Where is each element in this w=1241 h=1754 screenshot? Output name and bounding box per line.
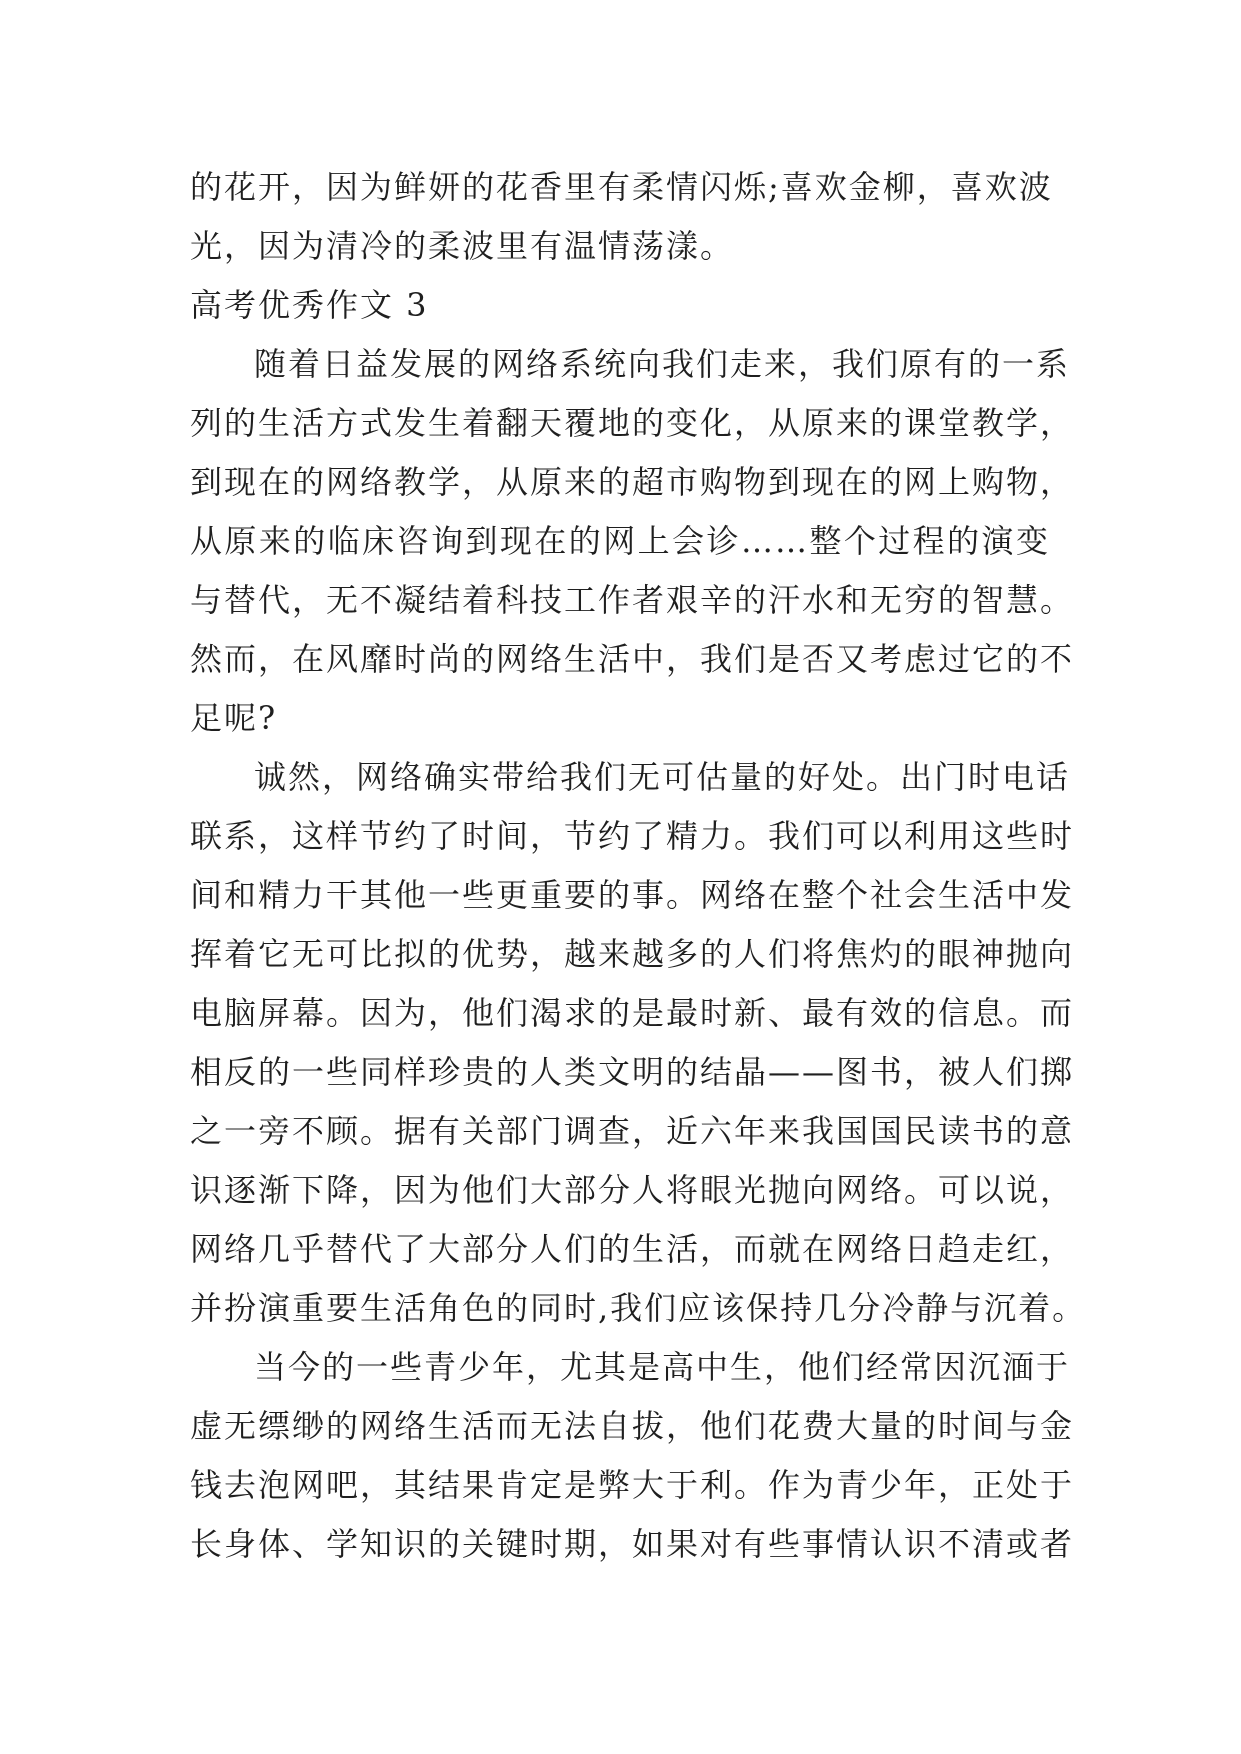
paragraph-line: 从原来的临床咨询到现在的网上会诊……整个过程的演变 [190,522,1050,560]
paragraph-line: 电脑屏幕。因为，他们渴求的是最时新、最有效的信息。而 [190,994,1075,1032]
paragraph-line: 并扮演重要生活角色的同时,我们应该保持几分冷静与沉着。 [190,1289,1087,1327]
section-heading: 高考优秀作文 3 [190,286,429,324]
paragraph-line: 钱去泡网吧，其结果肯定是弊大于利。作为青少年，正处于 [190,1466,1075,1504]
paragraph-line: 诚然，网络确实带给我们无可估量的好处。出门时电话 [254,758,1071,796]
paragraph-line: 然而，在风靡时尚的网络生活中，我们是否又考虑过它的不 [190,640,1075,678]
paragraph-line: 挥着它无可比拟的优势，越来越多的人们将焦灼的眼神抛向 [190,935,1075,973]
paragraph-line: 光，因为清冷的柔波里有温情荡漾。 [190,227,735,265]
paragraph-line: 的花开，因为鲜妍的花香里有柔情闪烁;喜欢金柳，喜欢波 [190,168,1053,206]
paragraph-line: 当今的一些青少年，尤其是高中生，他们经常因沉湎于 [254,1348,1071,1386]
paragraph-line: 虚无缥缈的网络生活而无法自拔，他们花费大量的时间与金 [190,1407,1075,1445]
paragraph-line: 联系，这样节约了时间，节约了精力。我们可以利用这些时 [190,817,1075,855]
paragraph-line: 识逐渐下降，因为他们大部分人将眼光抛向网络。可以说， [190,1171,1075,1209]
paragraph-line: 足呢? [190,699,278,737]
paragraph-line: 网络几乎替代了大部分人们的生活，而就在网络日趋走红， [190,1230,1075,1268]
paragraph-line: 随着日益发展的网络系统向我们走来，我们原有的一系 [254,345,1071,383]
paragraph-line: 长身体、学知识的关键时期，如果对有些事情认识不清或者 [190,1525,1075,1563]
paragraph-line: 与替代，无不凝结着科技工作者艰辛的汗水和无穷的智慧。 [190,581,1075,619]
paragraph-line: 列的生活方式发生着翻天覆地的变化，从原来的课堂教学， [190,404,1075,442]
paragraph-line: 间和精力干其他一些更重要的事。网络在整个社会生活中发 [190,876,1075,914]
paragraph-line: 相反的一些同样珍贵的人类文明的结晶——图书，被人们掷 [190,1053,1075,1091]
document-body [190,158,1087,1574]
paragraph-line: 到现在的网络教学，从原来的超市购物到现在的网上购物， [190,463,1075,501]
paragraph-line: 之一旁不顾。据有关部门调查，近六年来我国国民读书的意 [190,1112,1075,1150]
